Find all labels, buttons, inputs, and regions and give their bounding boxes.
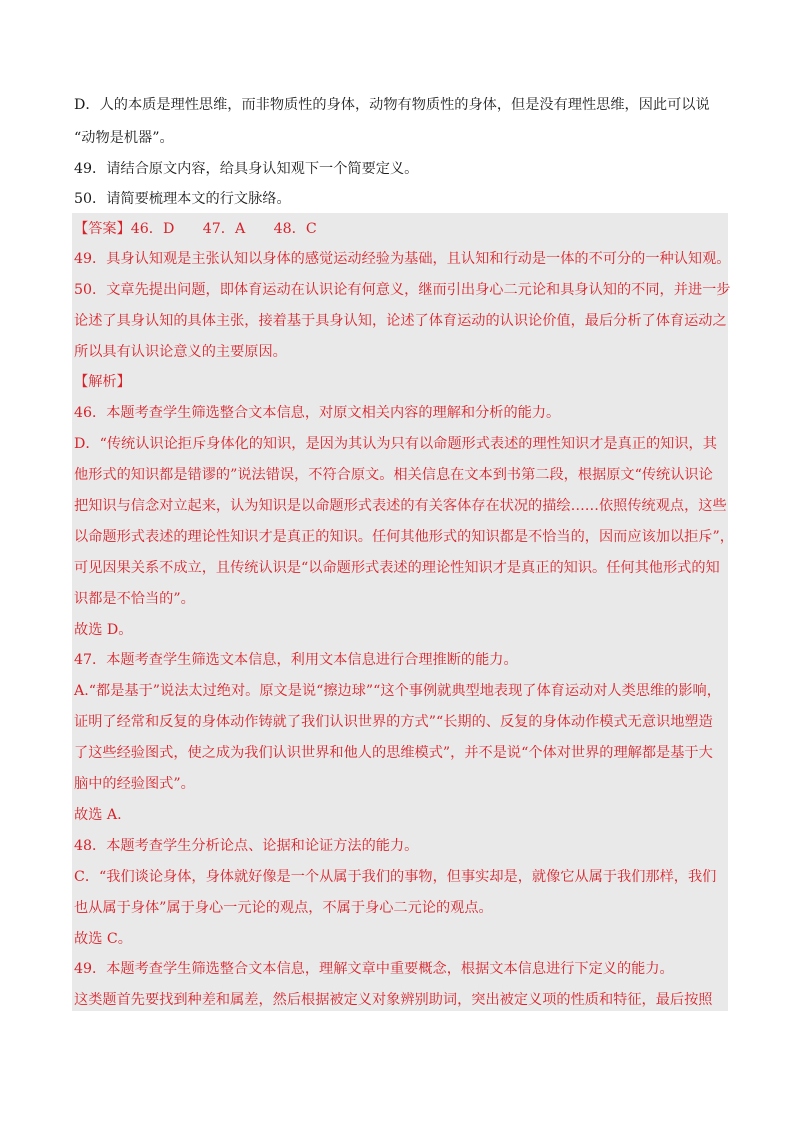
analysis-46-line-1: D．“传统认识论拒斥身体化的知识，是因为其认为只有以命题形式表述的理性知识才是真正的知识，其 — [74, 436, 717, 452]
analysis-heading: 【解析】 — [74, 374, 131, 390]
analysis-46-intro: 46．本题考查学生筛选整合文本信息，对原文相关内容的理解和分析的能力。 — [74, 405, 561, 421]
analysis-47-choice: 故选 A. — [74, 807, 122, 823]
option-d-line-2: “动物是机器”。 — [74, 130, 174, 146]
answer-shaded-block — [72, 213, 728, 1011]
answer-key-line: 【答案】46．D 47．A 48．C — [74, 221, 317, 237]
answer-49: 49．具身认知观是主张认知以身体的感觉运动经验为基础，且认知和行动是一体的不可分的一种认知观。 — [74, 251, 731, 267]
analysis-48-intro: 48．本题考查学生分析论点、论据和论证方法的能力。 — [74, 838, 419, 854]
analysis-47-line-4: 脑中的经验图式”。 — [74, 776, 195, 792]
analysis-48-line-2: 也从属于身体”属于身心一元论的观点，不属于身心二元论的观点。 — [74, 900, 493, 916]
analysis-46-line-5: 可见因果关系不成立，且传统认识是“以命题形式表述的理论性知识才是真正的知识。任何其他形式的知 — [74, 560, 720, 576]
analysis-48-choice: 故选 C。 — [74, 931, 132, 947]
analysis-46-line-3: 把知识与信念对立起来，认为知识是以命题形式表述的有关客体存在状况的描绘……依照传统观点，这些 — [74, 498, 727, 514]
answer-50-line-2: 论述了具身认知的具体主张，接着基于具身认知，论述了体育运动的认识论价值，最后分析了体育运动之 — [74, 313, 727, 329]
analysis-46-line-4: 以命题形式表述的理论性知识才是真正的知识。任何其他形式的知识都是不恰当的，因而应该加以拒斥”， — [74, 529, 734, 545]
analysis-46-choice: 故选 D。 — [74, 622, 133, 638]
analysis-48-line-1: C．“我们谈论身体，身体就好像是一个从属于我们的事物，但事实却是，就像它从属于我们那样，我们 — [74, 869, 717, 885]
answer-50-line-3: 所以具有认识论意义的主要原因。 — [74, 344, 287, 360]
analysis-49-line-1: 这类题首先要找到种差和属差，然后根据被定义对象辨别助词，突出被定义项的性质和特征，最后按照 — [74, 992, 713, 1008]
analysis-47-line-2: 证明了经常和反复的身体动作铸就了我们认识世界的方式”“长期的、反复的身体动作模式无意识地塑造 — [74, 714, 713, 730]
analysis-46-line-6: 识都是不恰当的”。 — [74, 591, 195, 607]
analysis-47-line-1: A.“都是基于”说法太过绝对。原文是说“擦边球”“这个事例就典型地表现了体育运动对人类思维的影响， — [74, 683, 721, 699]
question-49: 49．请结合原文内容，给具身认知观下一个简要定义。 — [74, 161, 419, 177]
option-d-line-1: D．人的本质是理性思维，而非物质性的身体，动物有物质性的身体，但是没有理性思维，因此可以说 — [74, 97, 710, 113]
analysis-47-line-3: 了这些经验图式，使之成为我们认识世界和他人的思维模式”，并不是说“个体对世界的理解都是基于大 — [74, 745, 713, 761]
analysis-46-line-2: 他形式的知识都是错谬的”说法错误，不符合原文。相关信息在文本到书第二段，根据原文“传统认识论 — [74, 467, 713, 483]
analysis-49-intro: 49．本题考查学生筛选整合文本信息，理解文章中重要概念，根据文本信息进行下定义的能力。 — [74, 961, 674, 977]
question-50: 50．请简要梳理本文的行文脉络。 — [74, 191, 291, 207]
answer-50-line-1: 50．文章先提出问题，即体育运动在认识论有何意义，继而引出身心二元论和具身认知的不同，并进一步 — [74, 282, 731, 298]
analysis-47-intro: 47．本题考查学生筛选文本信息，利用文本信息进行合理推断的能力。 — [74, 652, 518, 668]
